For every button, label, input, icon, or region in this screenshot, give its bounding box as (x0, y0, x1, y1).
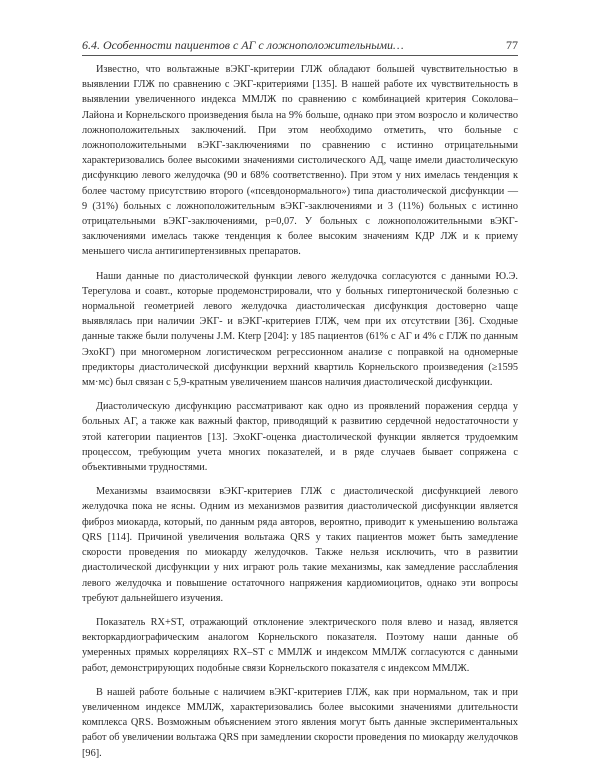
running-title: 6.4. Особенности пациентов с АГ с ложноположительными… (82, 38, 404, 52)
body-text (82, 62, 518, 770)
paragraph: Механизмы взаимосвязи вЭКГ-критериев ГЛЖ с диастолической дисфункцией левого желудочка пока не ясны. Одним из механизмов развития диастолической дисфункции является фиброз миокарда, который, по данным ряда авторов, вероятно, приводит к уменьшению вольтажа QRS [114]. Причиной увеличения вольтажа QRS у таких пациентов может быть замедление скорости проведения по миокарду желудочков. Также нельзя исключить, что в развитии диастолической дисфункции у них играют роль такие механизмы, как замедление расслабления левого желудочка и повышение остаточного напряжения кардиомиоцитов, однако эти вопросы требуют дальнейшего изучения. (82, 486, 518, 604)
running-header (82, 38, 518, 53)
paragraph: В нашей работе больные с наличием вЭКГ-критериев ГЛЖ, как при нормальном, так и при увеличенном индексе ММЛЖ, характеризовались более высокими значениями длительности комплекса QRS. Возможным объяснением этого явления могут быть данные экспериментальных работ об увеличении вольтажа QRS при замедлении скорости проведения по миокарду желудочков [96]. (82, 686, 518, 759)
page-number: 77 (506, 38, 518, 52)
paragraph: Показатель RX+ST, отражающий отклонение электрического поля влево и назад, является векторкардиографическим аналогом Корнельского показателя. Поэтому наши данные об умеренных прямых корреляциях RX–ST с ММЛЖ и индексом ММЛЖ согласуются с данными работ, демонстрирующих подобные связи Корнельского показателя с индексом ММЛЖ. (82, 616, 518, 674)
header-rule (82, 55, 518, 56)
paragraph: Известно, что вольтажные вЭКГ-критерии ГЛЖ обладают большей чувствительностью в выявлении ГЛЖ по сравнению с ЭКГ-критериями [135]. В нашей работе их чувствительность в выявлении увеличенного индекса ММЛЖ по сравнению с комбинацией критерия Соколова–Лайона и Корнельского произведения была на 9% больше, однако при этом возросло и количество ложноположительных заключений. При этом необходимо отметить, что больные с ложноположительными вЭКГ-заключениями по сравнению с истинно отрицательными характеризовались более высокими значениями систолического АД, чаще имели диастолическую дисфункцию левого желудочка (90 и 68% соответственно). При этом у них имелась тенденция к более частому присутствию второго («псевдонормального») типа диастолической дисфункции — 9 (31%) больных с ложноположительным вЭКГ-заключениями и 3 (11%) больных с истинно отрицательными вЭКГ-заключениями, p=0,07. У больных с ложноположительными вЭКГ-заключениями имелась также тенденция к более высоким значениям КДР ЛЖ и к приему меньшего числа антигипертензивных препаратов. (82, 64, 518, 258)
paragraph: Диастолическую дисфункцию рассматривают как одно из проявлений поражения сердца у больных АГ, а также как важный фактор, приводящий к развитию сердечной недостаточности у этой категории пациентов [13]. ЭхоКГ-оценка диастолической функции является трудоемким процессом, требующим учета многих показателей, и в ряде случаев бывает сопряжена с объективными трудностями. (82, 401, 518, 474)
paragraph: Наши данные по диастолической функции левого желудочка согласуются с данными Ю.Э. Терегулова и соавт., которые продемонстрировали, что у больных гипертонической болезнью с нормальной геометрией левого желудочка диастолическая дисфункция достоверно чаще выявлялась при наличии ЭКГ- и вЭКГ-критериев ГЛЖ, чем при их отсутствии [36]. Сходные данные также были получены J.M. Kterp [204]: у 185 пациентов (61% с АГ и 4% с ГЛЖ по данным ЭхоКГ) при многомерном логистическом регрессионном анализе с поправкой на одномерные предикторы диастолической дисфункции верхний квартиль Корнельского произведения (≥1595 мм·мс) был связан с 5,9-кратным увеличением шансов наличия диастолической дисфункции. (82, 270, 518, 389)
